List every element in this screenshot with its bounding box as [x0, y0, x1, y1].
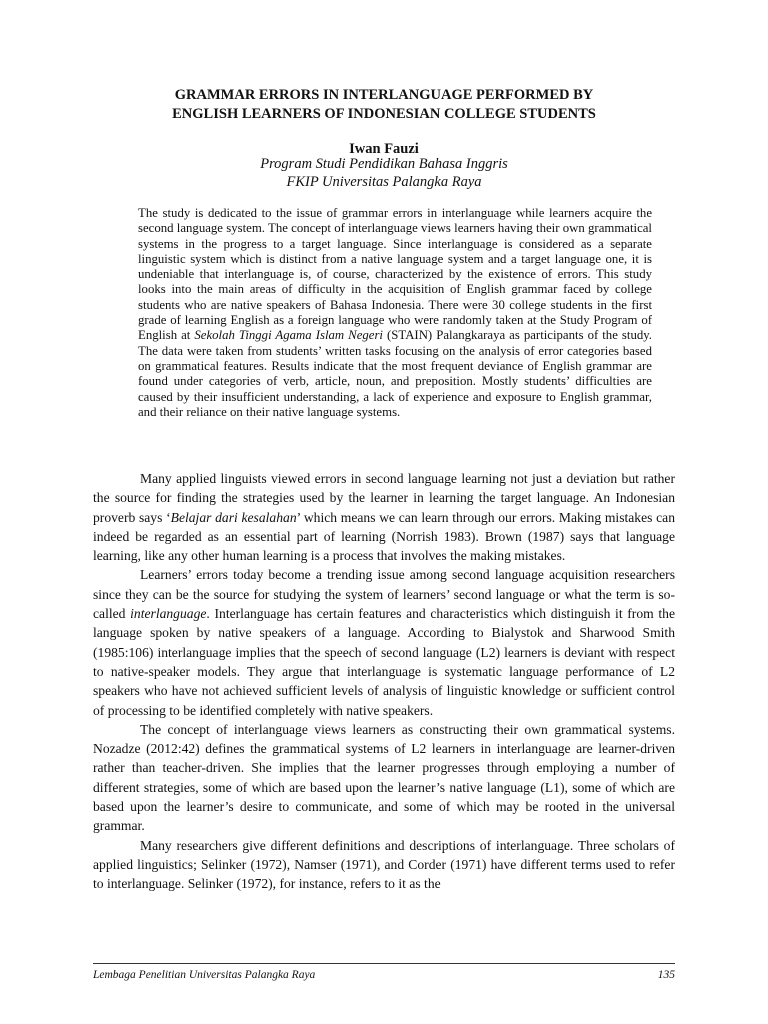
- paragraph-2-text-b: . Interlanguage has certain features and characteristics which distinguish it from the language spoken by native speakers of a language. According to Bialystok and Sharwood Smith (1985:106) interlanguage implies that the speech of second language (L2) learners is deviant with respect to native-speaker models. They argue that interlanguage is systematic language performance of L2 speakers who have not achieved sufficient levels of analysis of linguistic knowledge or sufficient control of processing to be identified completely with native speakers.: [93, 606, 675, 718]
- author-affiliation: [94, 155, 674, 191]
- affiliation-line-2: FKIP Universitas Palangka Raya: [286, 174, 482, 190]
- paragraph-2-text-a: Learners’ errors today become a trending issue among second language acquisition researchers since they can be the source for studying the system of learners’ second language or what the term is so-called: [93, 567, 675, 622]
- body-text: [93, 469, 675, 894]
- paragraph-3: The concept of interlanguage views learners as constructing their own grammatical systems. Nozadze (2012:42) defines the grammatical systems of L2 learners in interlanguage are learner-driven rather than teacher-driven. She implies that the learner progresses through employing a number of different strategies, some of which are based upon the learner’s native language (L1), some of which are based upon the learner’s desire to communicate, and some of which may be rooted in the universal grammar.: [93, 721, 675, 834]
- author-name: Iwan Fauzi: [349, 141, 419, 157]
- paragraph-2: [93, 565, 675, 719]
- paragraph-1-text-a: Many applied linguists viewed errors in second language learning not just a deviation but rather the source for finding the strategies used by the learner in learning the target language. An Indonesian proverb says ‘: [93, 471, 675, 525]
- affiliation-line-1: Program Studi Pendidikan Bahasa Inggris: [260, 156, 508, 172]
- title-line-1: GRAMMAR ERRORS IN INTERLANGUAGE PERFORMED BY: [174, 87, 594, 103]
- paper-title: [94, 86, 674, 124]
- footer-divider: [93, 963, 675, 964]
- proverb-italic: Belajar dari kesalahan: [170, 509, 297, 525]
- paragraph-1-text-b: ’ which means we can learn through our errors. Making mistakes can indeed be regarded as an essential part of learning (Norrish 1983). Brown (1987) says that language learning, like any other human learning is a process that involves the making mistakes.: [93, 509, 676, 564]
- title-line-2: ENGLISH LEARNERS OF INDONESIAN COLLEGE STUDENTS: [172, 106, 596, 122]
- abstract: [138, 206, 652, 420]
- abstract-institution-italic: Sekolah Tinggi Agama Islam Negeri: [194, 328, 383, 343]
- abstract-text-2: (STAIN) Palangkaraya as participants of the study. The data were taken from students’ written tasks focusing on the analysis of error categories based on grammatical features. Results indicate that the most frequent deviance of English grammar are found under categories of verb, article, noun, and preposition. Mostly students’ difficulties are caused by their insufficient understanding, a lack of experience and exposure to English grammar, and their reliance on their native language systems.: [138, 328, 653, 419]
- abstract-text-1: The study is dedicated to the issue of grammar errors in interlanguage while learners acquire the second language system. The concept of interlanguage views learners having their own grammatical systems in the progress to a target language. Since interlanguage is considered as a separate linguistic system which is distinct from a native language system and a target language one, it is undeniable that interlanguage is, of course, characterized by the existence of errors. This study looks into the main areas of difficulty in the acquisition of English grammar faced by college students who are native speakers of Bahasa Indonesia. There were 30 college students in the first grade of learning English as a foreign language who were randomly taken at the Study Program of English at: [138, 206, 652, 343]
- interlanguage-italic: interlanguage: [130, 606, 207, 622]
- footer-institution: Lembaga Penelitian Universitas Palangka Raya: [93, 969, 316, 981]
- paragraph-1: [93, 469, 675, 565]
- paragraph-4: Many researchers give different definitions and descriptions of interlanguage. Three scholars of applied linguistics; Selinker (1972), Namser (1971), and Corder (1971) have different terms used to refer to interlanguage. Selinker (1972), for instance, refers to it as the: [93, 837, 675, 892]
- page-number: 135: [657, 969, 675, 981]
